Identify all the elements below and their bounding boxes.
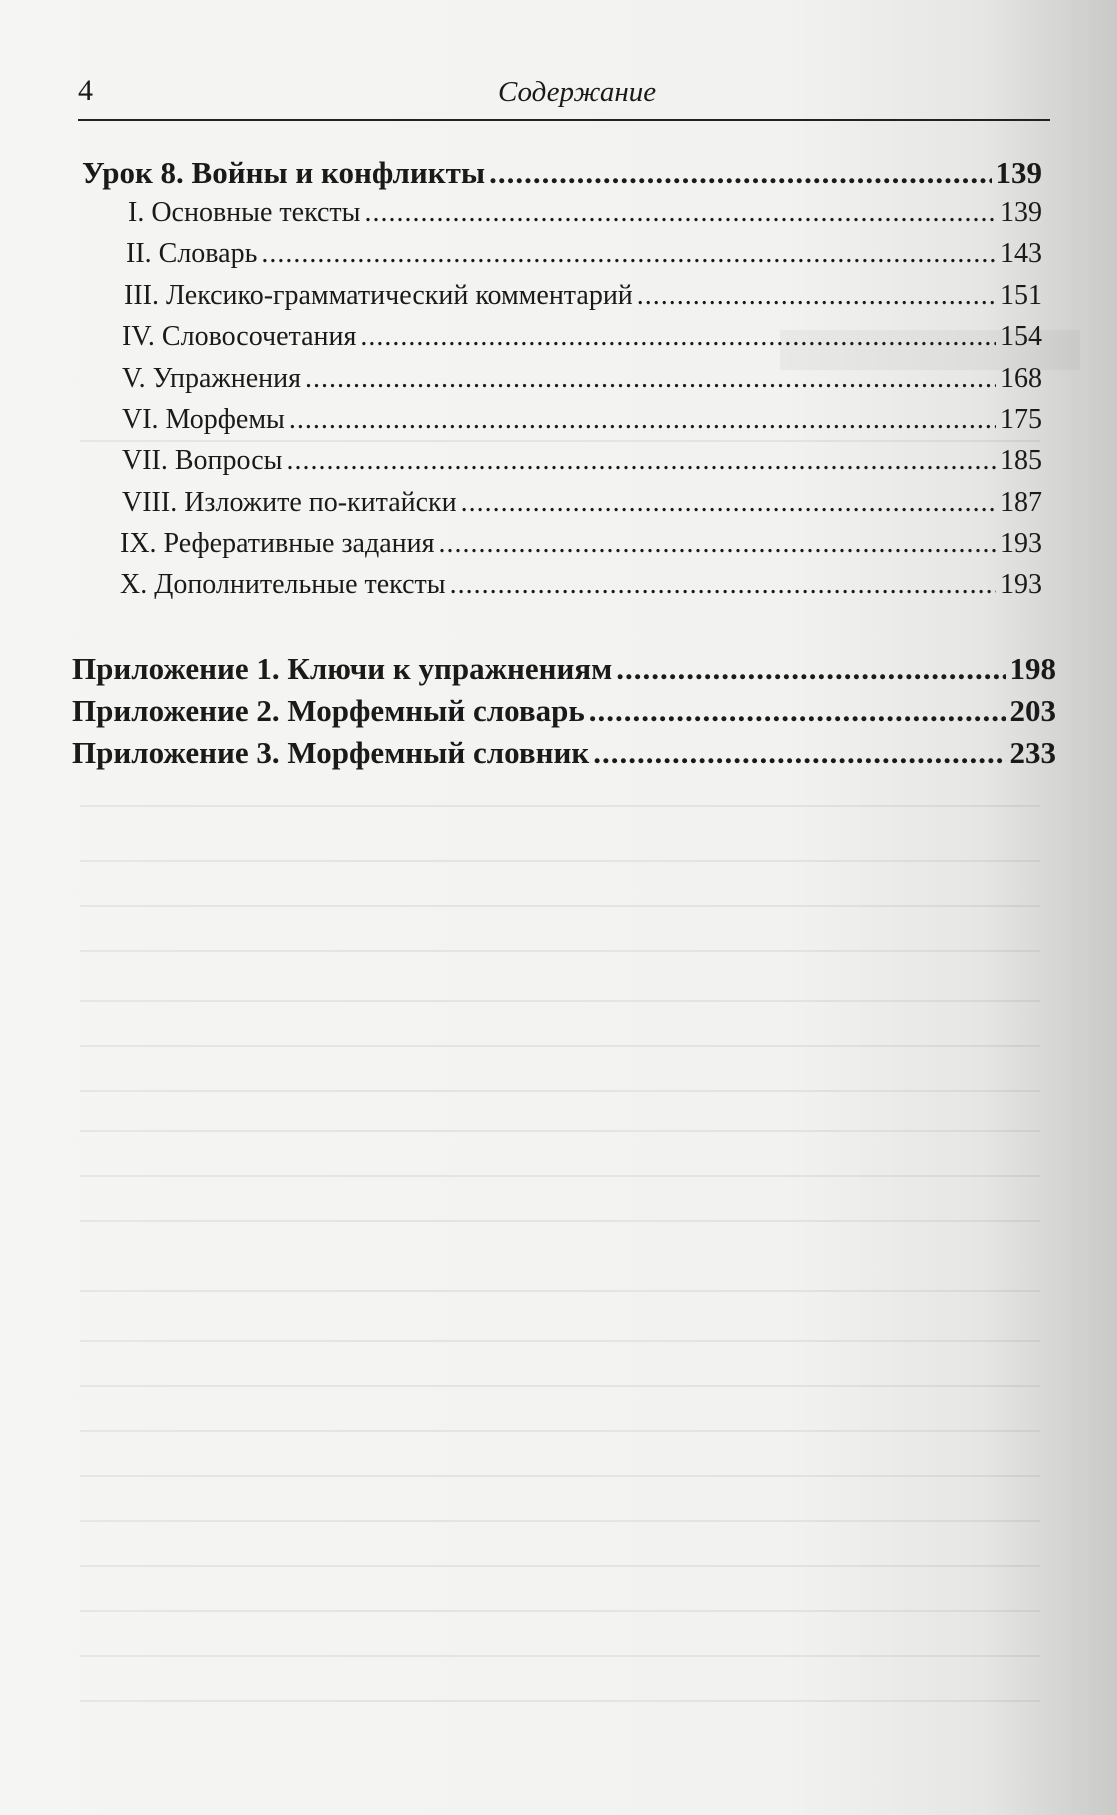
toc-entry-page: 185 — [1000, 445, 1042, 476]
toc-entry-label: VII. Вопросы — [122, 445, 283, 476]
toc-entry-page: 151 — [1000, 280, 1042, 311]
dot-leader — [360, 321, 996, 353]
toc-entry-label: Урок 8. Войны и конфликты — [82, 155, 486, 190]
toc-entry-page: 168 — [1000, 363, 1042, 394]
toc-entry-label: I. Основные тексты — [128, 197, 361, 228]
toc-entry-page: 139 — [995, 155, 1042, 190]
toc-appendix-entry[interactable] — [72, 651, 1056, 687]
toc-entry-label: II. Словарь — [126, 238, 258, 269]
page-header — [78, 74, 1050, 126]
toc-section-entry[interactable] — [128, 197, 1042, 229]
toc-section-entry[interactable] — [122, 404, 1042, 436]
toc-entry-label: V. Упражнения — [122, 363, 301, 394]
toc-entry-page: 187 — [1000, 487, 1042, 518]
dot-leader — [286, 445, 996, 477]
page-number: 4 — [78, 74, 93, 107]
dot-leader — [450, 569, 996, 601]
toc-section-entry[interactable] — [122, 321, 1042, 353]
toc-entry-page: 175 — [1000, 404, 1042, 435]
toc-entry-page: 203 — [1009, 693, 1056, 728]
dot-leader — [589, 693, 1006, 729]
toc-entry-label: X. Дополнительные тексты — [120, 569, 446, 600]
toc-entry-page: 198 — [1009, 651, 1056, 686]
toc-section-entry[interactable] — [122, 487, 1042, 519]
dot-leader — [489, 155, 991, 191]
toc-section-entry[interactable] — [126, 238, 1042, 270]
toc-entry-label: VIII. Изложите по-китайски — [122, 487, 457, 518]
toc-entry-label: IX. Реферативные задания — [120, 528, 435, 559]
toc-entry-label: III. Лексико-грамматический комментарий — [124, 280, 633, 311]
toc-entry-label: Приложение 2. Морфемный словарь — [72, 693, 585, 728]
toc-section-entry[interactable] — [122, 445, 1042, 477]
toc-entry-label: VI. Морфемы — [122, 404, 285, 435]
toc-entry-page: 139 — [1000, 197, 1042, 228]
dot-leader — [364, 197, 996, 229]
toc-section-entry[interactable] — [120, 528, 1042, 560]
header-rule — [78, 119, 1050, 121]
dot-leader — [438, 528, 996, 560]
toc-entry-label: Приложение 3. Морфемный словник — [72, 735, 590, 770]
toc-entry-page: 193 — [1000, 528, 1042, 559]
running-title: Содержание — [498, 76, 657, 108]
toc-entry-label: IV. Словосочетания — [122, 321, 357, 352]
toc-entry-page: 233 — [1009, 735, 1056, 770]
toc-section-entry[interactable] — [120, 569, 1042, 601]
toc-appendix-entry[interactable] — [72, 735, 1056, 771]
dot-leader — [616, 651, 1005, 687]
dot-leader — [305, 363, 996, 395]
dot-leader — [289, 404, 996, 436]
toc-section-entry[interactable] — [124, 280, 1042, 312]
dot-leader — [261, 238, 996, 270]
toc-appendix-entry[interactable] — [72, 693, 1056, 729]
toc-entry-page: 193 — [1000, 569, 1042, 600]
toc-section-entry[interactable] — [122, 363, 1042, 395]
dot-leader — [593, 735, 1005, 771]
toc-lesson-entry[interactable] — [82, 155, 1042, 191]
dot-leader — [637, 280, 996, 312]
toc-entry-label: Приложение 1. Ключи к упражнениям — [72, 651, 613, 686]
toc-entry-page: 143 — [1000, 238, 1042, 269]
toc-entry-page: 154 — [1000, 321, 1042, 352]
dot-leader — [461, 487, 996, 519]
